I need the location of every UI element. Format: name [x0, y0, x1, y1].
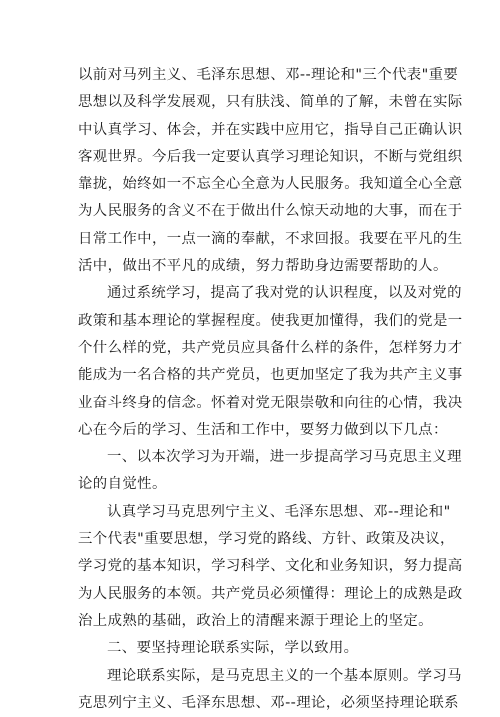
text-line: 理论联系实际，是马克思主义的一个基本原则。学习马 [107, 667, 462, 684]
text-line: 二、要坚持理论联系实际，学以致用。 [107, 640, 359, 657]
text-line: 能成为一名合格的共产党员，也更加坚定了我为共产主义事 [78, 367, 463, 384]
document-body [78, 62, 463, 717]
text-line: 业奋斗终身的信念。怀着对党无限崇敬和向往的心情，我决 [78, 394, 463, 411]
text-line: 论的自觉性。 [78, 476, 167, 493]
text-line: 认真学习马克思列宁主义、毛泽东思想、邓--理论和" [107, 503, 451, 520]
text-line: 学习党的基本知识，学习科学、文化和业务知识，努力提高 [78, 558, 463, 575]
text-line: 通过系统学习，提高了我对党的认识程度，以及对党的 [107, 285, 462, 302]
text-line: 克思列宁主义、毛泽东思想、邓--理论，必须坚持理论联系 [78, 694, 459, 711]
text-line: 客观世界。今后我一定要认真学习理论知识，不断与党组织 [78, 148, 463, 165]
text-line: 靠拢，始终如一不忘全心全意为人民服务。我知道全心全意 [78, 176, 463, 193]
text-line: 中认真学习、体会，并在实践中应用它，指导自己正确认识 [78, 121, 463, 138]
text-line: 三个代表"重要思想，学习党的路线、方针、政策及决议， [78, 531, 455, 548]
text-line: 活中，做出不平凡的成绩，努力帮助身边需要帮助的人。 [78, 258, 448, 275]
text-line: 以前对马列主义、毛泽东思想、邓--理论和"三个代表"重要 [78, 67, 459, 83]
text-line: 为人民服务的含义不在于做出什么惊天动地的大事，而在于 [78, 203, 463, 220]
text-line: 个什么样的党，共产党员应具备什么样的条件，怎样努力才 [78, 339, 463, 356]
text-line: 治上成熟的基础，政治上的清醒来源于理论上的坚定。 [78, 612, 433, 629]
text-line: 思想以及科学发展观，只有肤浅、简单的了解，未曾在实际 [78, 94, 463, 111]
text-line: 心在今后的学习、生活和工作中，要努力做到以下几点： [78, 421, 448, 438]
text-line: 一、以本次学习为开端，进一步提高学习马克思主义理 [107, 449, 462, 466]
text-line: 为人民服务的本领。共产党员必须懂得：理论上的成熟是政 [78, 585, 463, 602]
text-line: 政策和基本理论的掌握程度。使我更加懂得，我们的党是一 [78, 312, 463, 329]
text-line: 日常工作中，一点一滴的奉献，不求回报。我要在平凡的生 [78, 230, 463, 247]
